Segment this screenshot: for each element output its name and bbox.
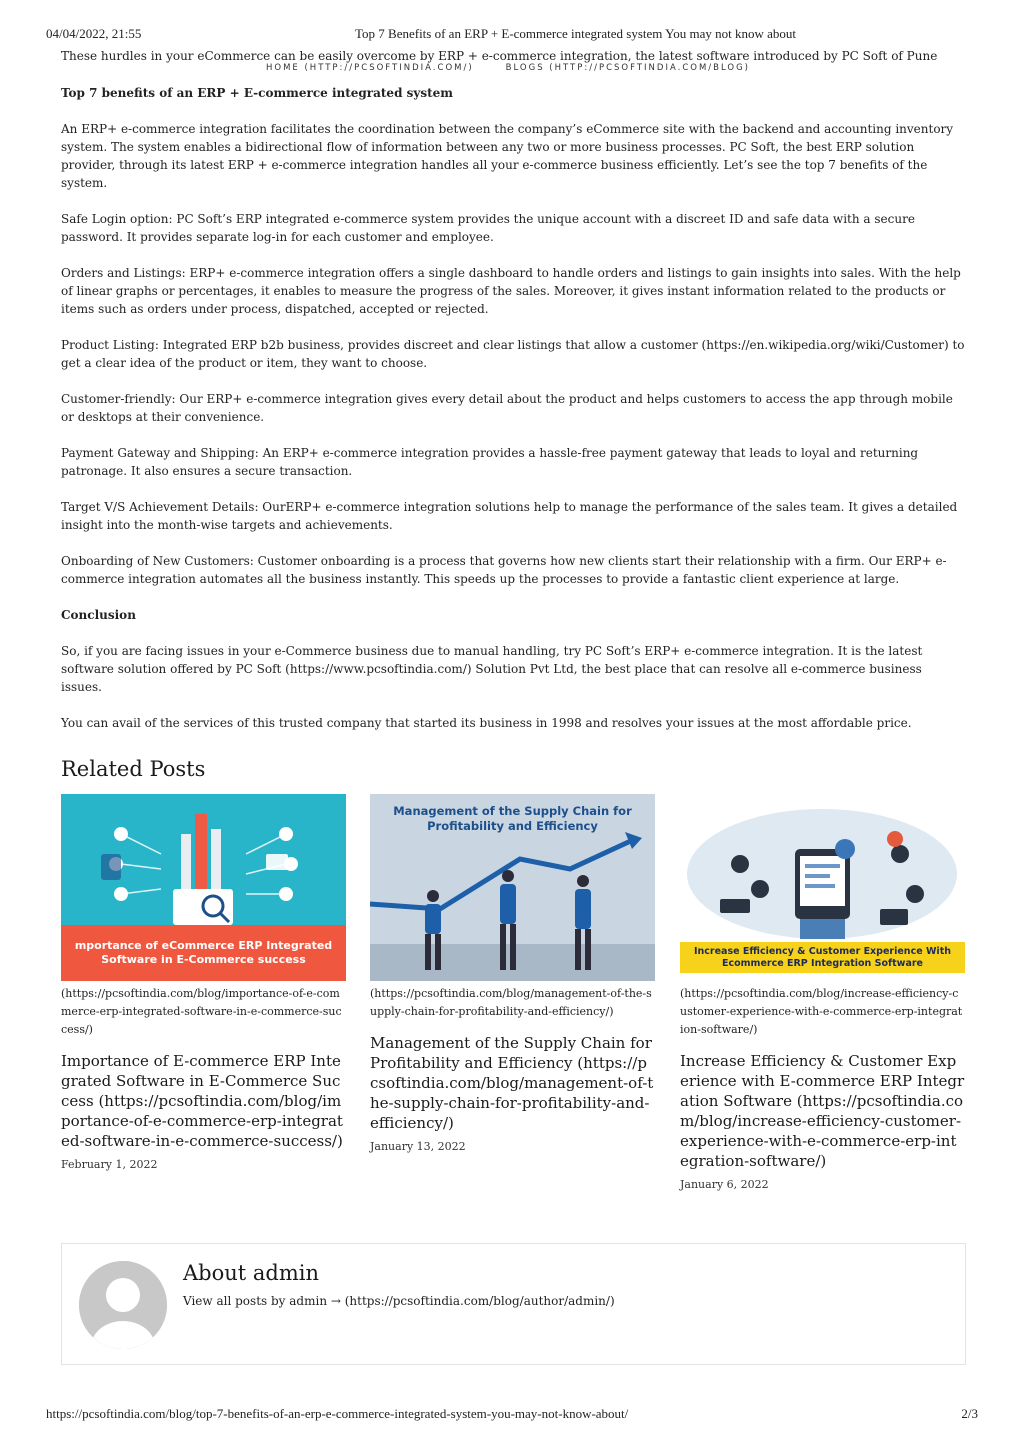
- benefit-paragraph: Customer-friendly: Our ERP+ e-commerce integration gives every detail about the product and helps customers to access the app through mobile or desktops at their convenience.: [61, 392, 953, 424]
- print-title: Top 7 Benefits of an ERP + E-commerce integrated system You may not know about: [355, 26, 797, 41]
- post-thumbnail[interactable]: [370, 794, 655, 981]
- related-post-card: [61, 794, 346, 1173]
- post-date: January 6, 2022: [680, 1178, 769, 1191]
- site-nav: [266, 63, 750, 73]
- efficiency-illustration: [680, 794, 965, 981]
- print-date: 04/04/2022, 21:55: [46, 26, 142, 41]
- author-posts-link[interactable]: View all posts by admin → (https://pcsoftindia.com/blog/author/admin/): [183, 1294, 615, 1308]
- conclusion-heading: Conclusion: [61, 608, 136, 622]
- benefit-paragraph: Safe Login option: PC Soft’s ERP integrated e-commerce system provides the unique account with a discreet ID and safe data with a secure password. It provides separate log-in for each customer and employee.: [61, 212, 915, 244]
- post-url-link[interactable]: (https://pcsoftindia.com/blog/importance-of-e-commerce-erp-integrated-software-in-e-commerce-success/): [61, 987, 342, 1036]
- conclusion-paragraph: You can avail of the services of this trusted company that started its business in 1998 and resolves your issues at the most affordable price.: [61, 716, 912, 730]
- related-post-card: [370, 794, 655, 1155]
- thumbnail-caption: mportance of eCommerce ERP Integrated Software in E-Commerce success: [74, 939, 333, 966]
- post-date: February 1, 2022: [61, 1158, 158, 1171]
- related-posts-heading: Related Posts: [61, 757, 206, 781]
- post-url-link[interactable]: (https://pcsoftindia.com/blog/management-of-the-supply-chain-for-profitability-and-efficiency/): [370, 987, 652, 1018]
- related-post-card: [680, 794, 965, 1193]
- post-title-link[interactable]: Increase Efficiency & Customer Experience with E-commerce ERP Integration Software (https://pcsoftindia.com/blog/increase-efficiency-customer-experience-with-e-commerce-erp-integration-software/): [680, 1052, 965, 1170]
- article-intro: An ERP+ e-commerce integration facilitates the coordination between the company’s eCommerce site with the backend and accounting inventory system. The system enables a bidirectional flow of information between any two or more business processes. PC Soft, the best ERP solution provider, through its latest ERP + e-commerce integration handles all your e-commerce business efficiently. Let’s see the top 7 benefits of the system.: [61, 122, 954, 190]
- article-heading: Top 7 benefits of an ERP + E-commerce integrated system: [61, 86, 453, 100]
- thumbnail-caption: Management of the Supply Chain for Profitability and Efficiency: [393, 804, 632, 833]
- post-title-link[interactable]: Management of the Supply Chain for Profitability and Efficiency (https://pcsoftindia.com/blog/management-of-the-supply-chain-for-profitability-and-efficiency/): [370, 1034, 654, 1132]
- nav-blogs-link[interactable]: BLOGS (HTTP://PCSOFTINDIA.COM/BLOG): [505, 63, 750, 73]
- print-footer: [46, 1406, 978, 1422]
- benefit-paragraph: Onboarding of New Customers: Customer onboarding is a process that governs how new clients start their relationship with a firm. Our ERP+ e-commerce integration automates all the business instantly. This speeds up the processes to provide a fantastic client experience at large.: [61, 554, 947, 586]
- supply-chain-illustration: [370, 794, 655, 981]
- print-url: https://pcsoftindia.com/blog/top-7-benefits-of-an-erp-e-commerce-integrated-system-you-may-not-know-about/: [46, 1406, 629, 1421]
- post-thumbnail[interactable]: [61, 794, 346, 981]
- print-header: [46, 26, 978, 42]
- page-number: 2/3: [961, 1406, 978, 1421]
- post-title-link[interactable]: Importance of E-commerce ERP Integrated Software in E-Commerce Success (https://pcsoftindia.com/blog/importance-of-e-commerce-erp-integrated-software-in-e-commerce-success/): [61, 1052, 343, 1150]
- conclusion-paragraph: So, if you are facing issues in your e-Commerce business due to manual handling, try PC Soft’s ERP+ e-commerce integration. It is the latest software solution offered by PC Soft (https://www.pcsoftindia.com/) Solution Pvt Ltd, the best place that can resolve all e-commerce business issues.: [61, 644, 923, 694]
- thumbnail-caption: Increase Efficiency & Customer Experience With Ecommerce ERP Integration Software: [694, 945, 951, 969]
- benefit-paragraph: Target V/S Achievement Details: OurERP+ e-commerce integration solutions help to manage the performance of the sales team. It gives a detailed insight into the month-wise targets and achievements.: [61, 500, 958, 532]
- default-avatar-icon: [79, 1261, 167, 1349]
- benefit-paragraph: Payment Gateway and Shipping: An ERP+ e-commerce integration provides a hassle-free payment gateway that leads to loyal and returning patronage. It also ensures a secure transaction.: [61, 446, 919, 478]
- post-url-link[interactable]: (https://pcsoftindia.com/blog/increase-efficiency-customer-experience-with-e-commerce-erp-integration-software/): [680, 987, 963, 1036]
- author-box: [61, 1243, 966, 1365]
- ecommerce-erp-illustration: [61, 794, 346, 981]
- article-body: [61, 84, 966, 750]
- avatar: [79, 1261, 167, 1349]
- nav-home-link[interactable]: HOME (HTTP://PCSOFTINDIA.COM/): [266, 63, 474, 73]
- post-date: January 13, 2022: [370, 1140, 466, 1153]
- post-thumbnail[interactable]: [680, 794, 965, 981]
- author-name: About admin: [183, 1261, 320, 1285]
- benefit-paragraph: Product Listing: Integrated ERP b2b business, provides discreet and clear listings that allow a customer (https://en.wikipedia.org/wiki/Customer) to get a clear idea of the product or item, they want to choose.: [61, 338, 965, 370]
- lede-text: These hurdles in your eCommerce can be easily overcome by ERP + e-commerce integration, the latest software introduced by PC Soft of Pune: [61, 49, 938, 63]
- benefit-paragraph: Orders and Listings: ERP+ e-commerce integration offers a single dashboard to handle orders and listings to gain insights into sales. With the help of linear graphs or percentages, it enables to measure the progress of the sales. Moreover, it gives instant information related to the products or items such as orders under process, dispatched, accepted or rejected.: [61, 266, 961, 316]
